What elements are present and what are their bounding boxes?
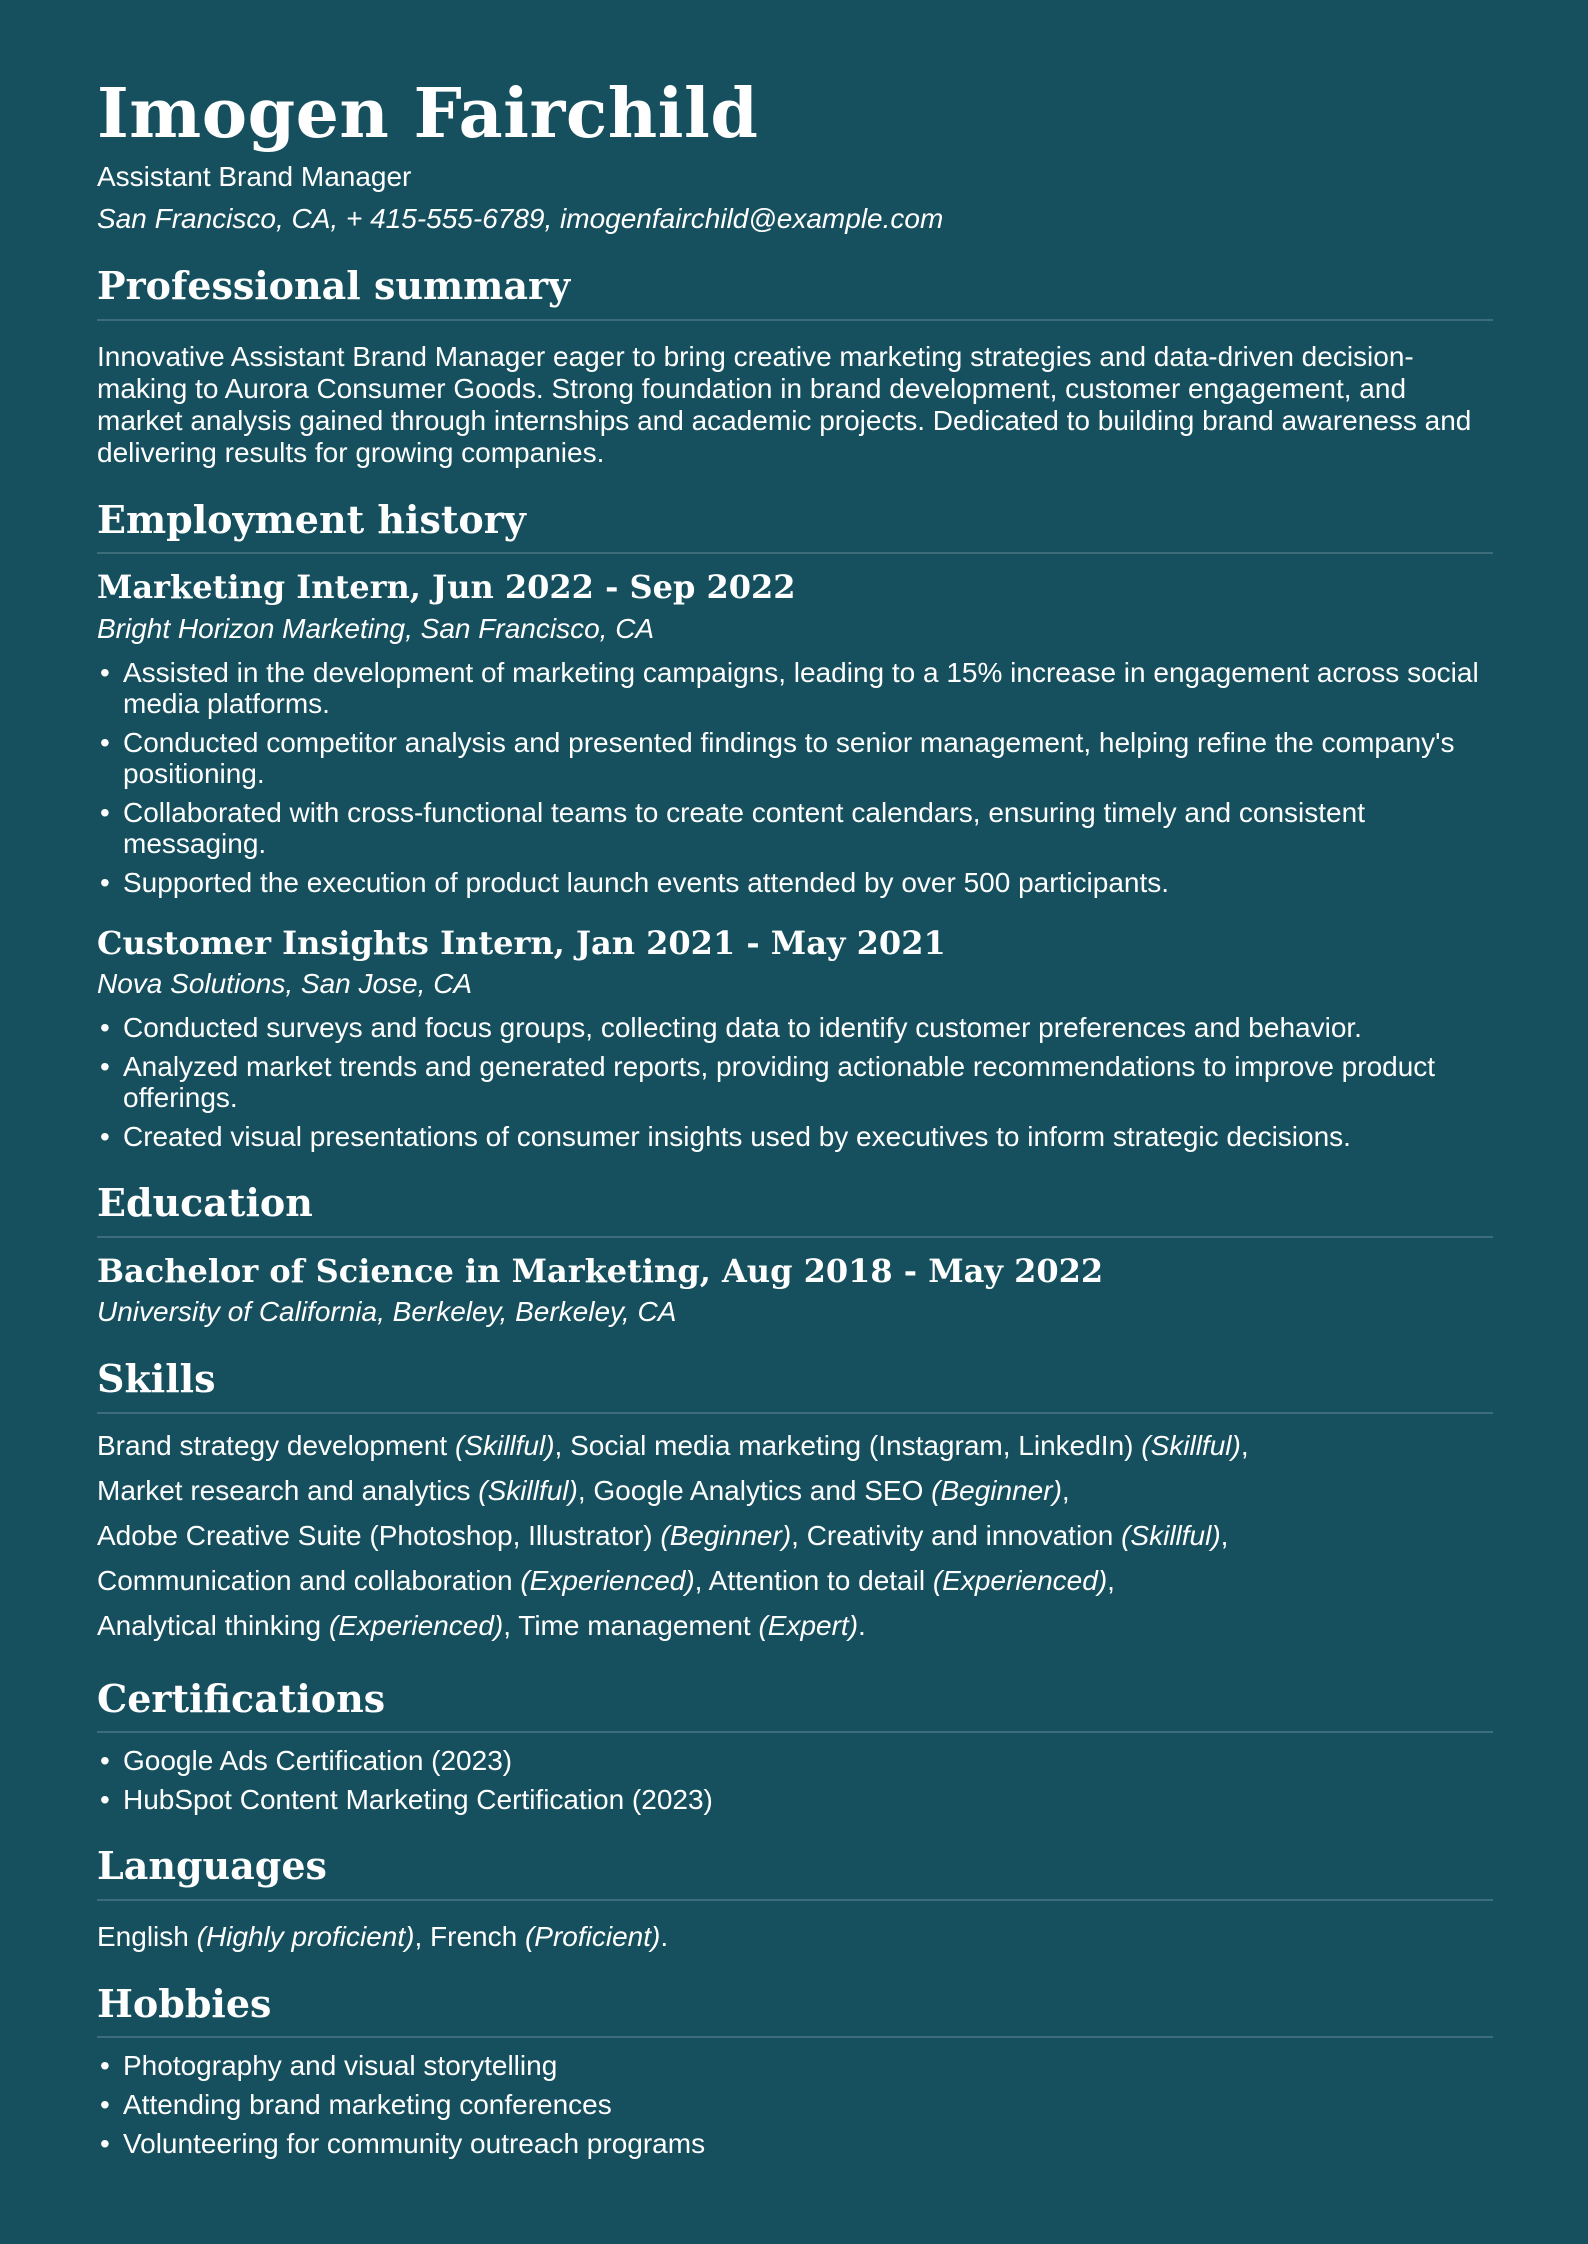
skill-separator: , [1061, 1474, 1070, 1506]
resume-header [97, 76, 1493, 235]
skills-line [97, 1423, 1493, 1468]
section-employment-history [97, 496, 1493, 1153]
skill-name: Brand strategy development [97, 1429, 455, 1461]
job-bullet: • Collaborated with cross-functional teams to create content calendars, ensuring timely and consistent messaging. [97, 797, 1493, 859]
job-bullet-list [97, 1012, 1493, 1152]
certifications-heading: Certifications [97, 1675, 386, 1721]
section-divider [97, 1731, 1493, 1733]
job-bullet: • Assisted in the development of marketing campaigns, leading to a 15% increase in engagement across social media platforms. [97, 657, 1493, 719]
candidate-job-title: Assistant Brand Manager [97, 161, 412, 193]
skills-heading: Skills [97, 1356, 216, 1402]
hobbies-list [97, 2050, 1493, 2159]
section-divider [97, 319, 1493, 321]
job-bullet: • Supported the execution of product launch events attended by over 500 participants. [97, 867, 1493, 898]
languages-line [97, 1921, 1493, 1953]
job-bullet-list [97, 657, 1493, 898]
skill-name: , Time management [503, 1609, 759, 1641]
education-entry [97, 1252, 1493, 1328]
employment-heading: Employment history [97, 496, 526, 542]
language-name: English [97, 1920, 197, 1952]
job-bullet: • Created visual presentations of consumer insights used by executives to inform strategic decisions. [97, 1121, 1493, 1152]
skills-line [97, 1468, 1493, 1513]
skills-line [97, 1558, 1493, 1603]
section-professional-summary [97, 265, 1493, 469]
skill-name: , Social media marketing (Instagram, LinkedIn) [554, 1429, 1142, 1461]
job-entry-customer-insights-intern [97, 924, 1493, 1152]
skill-name: Adobe Creative Suite (Photoshop, Illustrator) [97, 1519, 661, 1551]
skills-line [97, 1513, 1493, 1558]
certification-item: • HubSpot Content Marketing Certification (2023) [97, 1784, 1493, 1815]
language-level: (Highly proficient) [196, 1920, 415, 1952]
job-company: Bright Horizon Marketing, San Francisco, CA [97, 612, 655, 644]
language-name: , French [414, 1920, 525, 1952]
section-hobbies [97, 1980, 1493, 2160]
languages-heading: Languages [97, 1843, 327, 1889]
section-education [97, 1182, 1493, 1328]
job-company: Nova Solutions, San Jose, CA [97, 968, 473, 1000]
section-divider [97, 1412, 1493, 1414]
skills-list [97, 1423, 1493, 1648]
skill-level: (Skillful) [478, 1474, 578, 1506]
skill-level: (Experienced) [932, 1564, 1108, 1596]
section-divider [97, 552, 1493, 554]
job-entry-marketing-intern [97, 568, 1493, 897]
skill-name: Market research and analytics [97, 1474, 479, 1506]
skill-level: (Experienced) [520, 1564, 695, 1596]
certification-item: • Google Ads Certification (2023) [97, 1745, 1493, 1776]
skill-level: (Expert) [758, 1609, 859, 1641]
hobby-item: • Photography and visual storytelling [97, 2050, 1493, 2081]
skill-level: (Beginner) [931, 1474, 1062, 1506]
candidate-name: Imogen Fairchild [97, 74, 759, 154]
skill-separator: , [1220, 1519, 1229, 1551]
skill-level: (Skillful) [1141, 1429, 1241, 1461]
skill-level: (Experienced) [328, 1609, 504, 1641]
summary-text: Innovative Assistant Brand Manager eager to bring creative marketing strategies and data-driven decision-making to Aurora Consumer Goods. Strong foundation in brand development, customer engagement, and market analysis gained through internships and academic projects. Dedicated to building brand awareness and delivering results for growing companies. [97, 340, 1472, 468]
hobby-item: • Attending brand marketing conferences [97, 2089, 1493, 2120]
certifications-list [97, 1745, 1493, 1815]
section-certifications [97, 1675, 1493, 1816]
job-bullet: • Conducted surveys and focus groups, collecting data to identify customer preferences and behavior. [97, 1012, 1493, 1043]
section-divider [97, 1899, 1493, 1901]
job-bullet: • Analyzed market trends and generated reports, providing actionable recommendations to improve product offerings. [97, 1051, 1493, 1113]
summary-heading: Professional summary [97, 263, 571, 309]
skill-name: , Creativity and innovation [791, 1519, 1122, 1551]
skill-name: , Google Analytics and SEO [577, 1474, 932, 1506]
education-heading: Education [97, 1180, 313, 1226]
skill-separator: , [1107, 1564, 1115, 1596]
language-separator: . [660, 1920, 669, 1952]
section-skills [97, 1358, 1493, 1648]
skill-level: (Beginner) [660, 1519, 792, 1551]
hobby-item: • Volunteering for community outreach programs [97, 2128, 1493, 2159]
skills-line [97, 1603, 1493, 1648]
education-school: University of California, Berkeley, Berkeley, CA [97, 1296, 677, 1328]
skill-level: (Skillful) [1121, 1519, 1221, 1551]
section-languages [97, 1845, 1493, 1953]
education-degree: Bachelor of Science in Marketing, Aug 2018 - May 2022 [97, 1251, 1104, 1290]
skill-level: (Skillful) [454, 1429, 555, 1461]
candidate-contact-line: San Francisco, CA, + 415-555-6789, imogenfairchild@example.com [97, 202, 944, 234]
skill-separator: . [858, 1609, 866, 1641]
job-bullet: • Conducted competitor analysis and presented findings to senior management, helping refine the company's positioning. [97, 727, 1493, 789]
job-title: Customer Insights Intern, Jan 2021 - May 2021 [97, 923, 946, 962]
skill-separator: , [1240, 1429, 1249, 1461]
job-title: Marketing Intern, Jun 2022 - Sep 2022 [97, 568, 796, 607]
skill-name: , Attention to detail [694, 1564, 933, 1596]
hobbies-heading: Hobbies [97, 1980, 272, 2026]
skill-name: Analytical thinking [97, 1609, 329, 1641]
section-divider [97, 2036, 1493, 2038]
skill-name: Communication and collaboration [97, 1564, 521, 1596]
language-level: (Proficient) [524, 1920, 661, 1952]
section-divider [97, 1236, 1493, 1238]
